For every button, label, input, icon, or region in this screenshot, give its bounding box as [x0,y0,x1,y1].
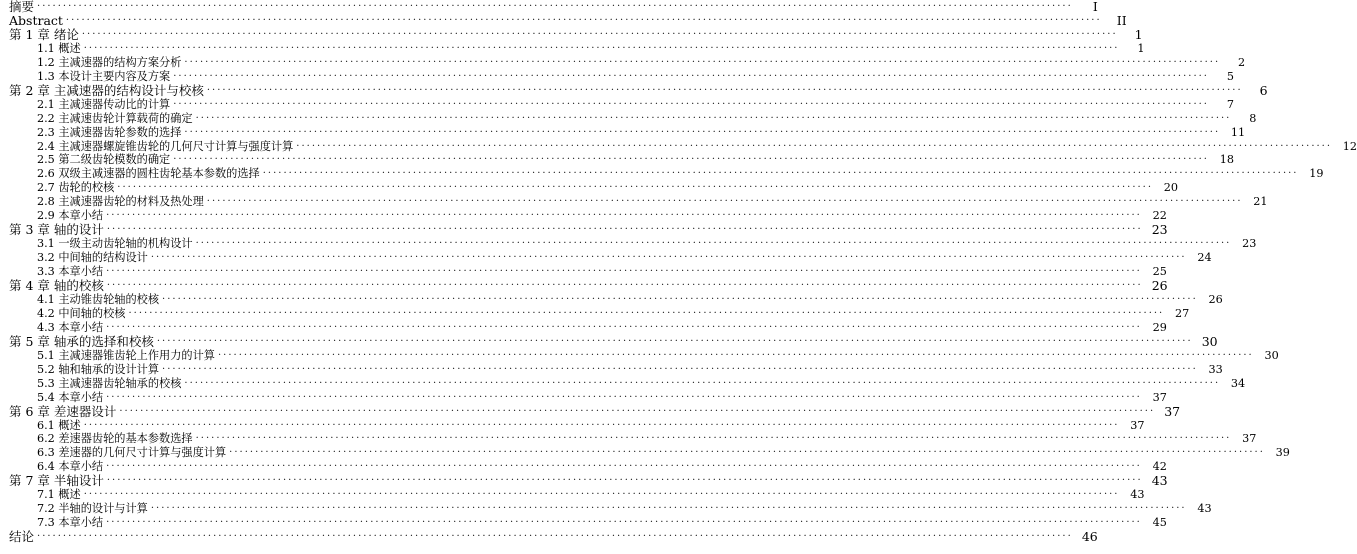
toc-page-number: 21 [1253,195,1268,209]
toc-section-entry[interactable] [0,251,1212,265]
toc-page-number: 12 [1342,139,1357,153]
toc-entry-title: 2.8 主减速器齿轮的材料及热处理 [37,195,204,209]
toc-chapter-entry[interactable] [0,12,1127,28]
toc-entry-title: 6.1 概述 [37,418,81,432]
dot-leader: ········································································································································································································ [37,531,1073,543]
toc-entry-title: 1.3 本设计主要内容及方案 [37,69,171,83]
dot-leader: ········································································································································································································ [106,210,1142,222]
toc-section-entry[interactable] [0,153,1234,167]
dot-leader: ········································································································································································································ [106,475,1143,487]
toc-section-entry[interactable] [0,446,1290,460]
toc-entry-title: 2.9 本章小结 [37,209,104,223]
toc-page-number: 27 [1174,306,1190,320]
toc-entry-title: 2.5 第二级齿轮模数的确定 [37,153,171,167]
dot-leader: ········································································································································································································ [106,391,1142,403]
toc-page-number: 39 [1275,446,1290,460]
toc-entry-title: 3.1 一级主动齿轮轴的机构设计 [37,237,193,251]
toc-page-number: 37 [1152,390,1167,404]
toc-page-number: I [1092,0,1098,14]
toc-section-entry[interactable] [0,292,1223,307]
toc-page-number: 6 [1259,82,1268,98]
dot-leader: ········································································································································································································ [229,447,1265,459]
toc-entry-title: 结论 [9,529,35,545]
toc-entry-title: 5.1 主减速器锥齿轮上作用力的计算 [37,348,215,362]
dot-leader: ········································································································································································································ [128,307,1165,319]
toc-entry-title: 第 4 章 轴的校核 [9,278,104,293]
toc-page-number: II [1116,12,1127,28]
toc-page-number: 23 [1151,222,1168,238]
dot-leader: ········································································································································································································ [173,154,1209,166]
toc-page-number: 1 [1137,41,1145,55]
toc-section-entry[interactable] [0,460,1167,474]
dot-leader: ········································································································································································································ [106,280,1143,291]
toc-chapter-entry[interactable] [0,26,1143,42]
toc-page-number: 45 [1152,516,1167,530]
toc-entry-title: 3.2 中间轴的结构设计 [37,251,148,265]
toc-entry-title: 7.3 本章小结 [37,516,104,530]
toc-entry-title: 1.2 主减速器的结构方案分析 [37,55,182,69]
toc-page-number: 25 [1152,265,1167,279]
toc-page-number: 43 [1197,502,1212,516]
toc-section-entry[interactable] [0,125,1246,140]
toc-section-entry[interactable] [0,362,1223,377]
toc-section-entry[interactable] [0,306,1190,321]
dot-leader: ········································································································································································································ [184,56,1221,68]
dot-leader: ········································································································································································································ [106,266,1142,278]
toc-section-entry[interactable] [0,376,1246,391]
toc-section-entry[interactable] [0,97,1234,112]
toc-page-number: 30 [1264,348,1279,362]
toc-section-entry[interactable] [0,181,1179,195]
toc-page-number: 26 [1151,278,1168,293]
dot-leader: ········································································································································································································ [217,349,1254,361]
toc-entry-title: 5.3 主减速器齿轮轴承的校核 [37,376,182,390]
dot-leader: ········································································································································································································ [195,238,1232,250]
toc-page-number: 8 [1249,111,1257,125]
toc-page-number: 46 [1081,529,1098,545]
toc-entry-title: 第 5 章 轴承的选择和校核 [9,333,154,349]
toc-section-entry[interactable] [0,139,1357,154]
toc-page-number: 29 [1152,320,1167,334]
toc-section-entry[interactable] [0,55,1246,70]
toc-page-number: 2 [1238,55,1246,69]
toc-chapter-entry[interactable] [0,82,1268,98]
toc-page-number: 22 [1152,209,1167,223]
dot-leader: ········································································································································································································ [184,126,1221,138]
dot-leader: ········································································································································································································ [65,14,1102,26]
toc-page-number: 26 [1208,292,1223,306]
toc-entry-title: 第 7 章 半轴设计 [9,473,104,489]
toc-entry-title: 5.4 本章小结 [37,390,104,404]
toc-entry-title: 5.2 轴和轴承的设计计算 [37,362,160,376]
toc-page-number: 24 [1197,251,1212,265]
toc-entry-title: Abstract [9,12,63,28]
toc-page-number: 37 [1242,432,1257,446]
toc-page-number: 42 [1152,460,1167,474]
dot-leader: ········································································································································································································ [184,377,1221,389]
toc-page-number: 1 [1134,26,1143,42]
toc-page-number: 33 [1208,362,1223,376]
toc-entry-title: 2.7 齿轮的校核 [37,181,115,195]
dot-leader: ········································································································································································································ [106,224,1143,236]
toc-entry-title: 2.3 主减速器齿轮参数的选择 [37,125,182,139]
dot-leader: ········································································································································································································ [106,321,1142,333]
toc-section-entry[interactable] [0,69,1234,84]
toc-page-number: 37 [1130,418,1145,432]
toc-section-entry[interactable] [0,502,1212,516]
toc-chapter-entry[interactable] [0,529,1098,545]
toc-entry-title: 4.2 中间轴的校核 [37,306,126,320]
toc-entry-title: 第 3 章 轴的设计 [9,222,104,238]
dot-leader: ········································································································································································································ [150,503,1187,515]
toc-section-entry[interactable] [0,348,1279,363]
toc-entry-title: 2.1 主减速器传动比的计算 [37,97,171,111]
toc-section-entry[interactable] [0,432,1257,446]
dot-leader: ········································································································································································································ [119,405,1156,417]
toc-entry-title: 6.2 差速器齿轮的基本参数选择 [37,432,193,446]
toc-chapter-entry[interactable] [0,222,1168,238]
toc-entry-title: 4.3 本章小结 [37,320,104,334]
toc-page-number: 37 [1164,403,1181,419]
toc-section-entry[interactable] [0,418,1145,433]
dot-leader: ········································································································································································································ [195,112,1232,124]
toc-chapter-entry[interactable] [0,403,1181,419]
toc-page-number: 43 [1151,473,1168,489]
dot-leader: ········································································································································································································ [206,84,1243,96]
dot-leader: ········································································································································································································ [173,98,1209,110]
dot-leader: ········································································································································································································ [117,182,1154,194]
toc-chapter-entry[interactable] [0,278,1168,293]
toc-section-entry[interactable] [0,237,1257,251]
toc-page-number: 19 [1309,167,1324,181]
toc-section-entry[interactable] [0,265,1167,279]
toc-entry-title: 4.1 主动锥齿轮轴的校核 [37,292,160,306]
dot-leader: ········································································································································································································ [83,419,1120,431]
toc-page-number: 43 [1130,488,1145,502]
toc-page-number: 11 [1230,125,1246,139]
dot-leader: ········································································································································································································ [173,70,1209,82]
dot-leader: ········································································································································································································ [150,252,1187,264]
toc-chapter-entry[interactable] [0,0,1098,14]
toc-entry-title: 第 6 章 差速器设计 [9,403,117,419]
toc-section-entry[interactable] [0,488,1145,502]
toc-entry-title: 7.2 半轴的设计与计算 [37,502,148,516]
toc-section-entry[interactable] [0,320,1167,335]
dot-leader: ········································································································································································································ [106,517,1142,529]
toc-entry-title: 2.6 双级主减速器的圆柱齿轮基本参数的选择 [37,167,260,181]
toc-page-number: 7 [1226,97,1234,111]
toc-section-entry[interactable] [0,516,1167,530]
toc-page-number: 34 [1230,376,1246,390]
dot-leader: ········································································································································································································ [195,433,1232,445]
toc-page-number: 5 [1226,69,1234,83]
dot-leader: ········································································································································································································ [296,140,1333,152]
toc-entry-title: 6.4 本章小结 [37,460,104,474]
toc-chapter-entry[interactable] [0,473,1168,489]
dot-leader: ········································································································································································································ [81,28,1118,40]
dot-leader: ········································································································································································································ [262,168,1299,180]
dot-leader: ········································································································································································································ [156,335,1193,347]
toc-page-number: 18 [1219,153,1234,167]
dot-leader: ········································································································································································································ [162,293,1198,305]
toc-entry-title: 2.2 主减速齿轮计算载荷的确定 [37,111,193,125]
dot-leader: ········································································································································································································ [206,196,1243,208]
dot-leader: ········································································································································································································ [83,42,1120,54]
dot-leader: ········································································································································································································ [83,489,1120,501]
toc-page-number: 23 [1242,237,1257,251]
toc-entry-title: 第 1 章 绪论 [9,26,79,42]
toc-section-entry[interactable] [0,111,1257,126]
toc-entry-title: 1.1 概述 [37,41,81,55]
dot-leader: ········································································································································································································ [106,461,1142,473]
toc-entry-title: 第 2 章 主减速器的结构设计与校核 [9,82,204,98]
dot-leader: ········································································································································································································ [162,363,1198,375]
toc-chapter-entry[interactable] [0,333,1218,349]
toc-entry-title: 6.3 差速器的几何尺寸计算与强度计算 [37,446,227,460]
toc-entry-title: 3.3 本章小结 [37,265,104,279]
dot-leader: ········································································································································································································ [37,1,1073,12]
toc-section-entry[interactable] [0,390,1167,405]
toc-entry-title: 7.1 概述 [37,488,81,502]
toc-page-number: 30 [1201,333,1218,349]
toc-section-entry[interactable] [0,195,1268,209]
toc-section-entry[interactable] [0,167,1324,181]
toc-section-entry[interactable] [0,209,1167,223]
toc-entry-title: 2.4 主减速器螺旋锥齿轮的几何尺寸计算与强度计算 [37,139,294,153]
toc-section-entry[interactable] [0,41,1145,56]
toc-entry-title: 摘要 [9,0,35,14]
toc-page-number: 20 [1163,181,1179,195]
